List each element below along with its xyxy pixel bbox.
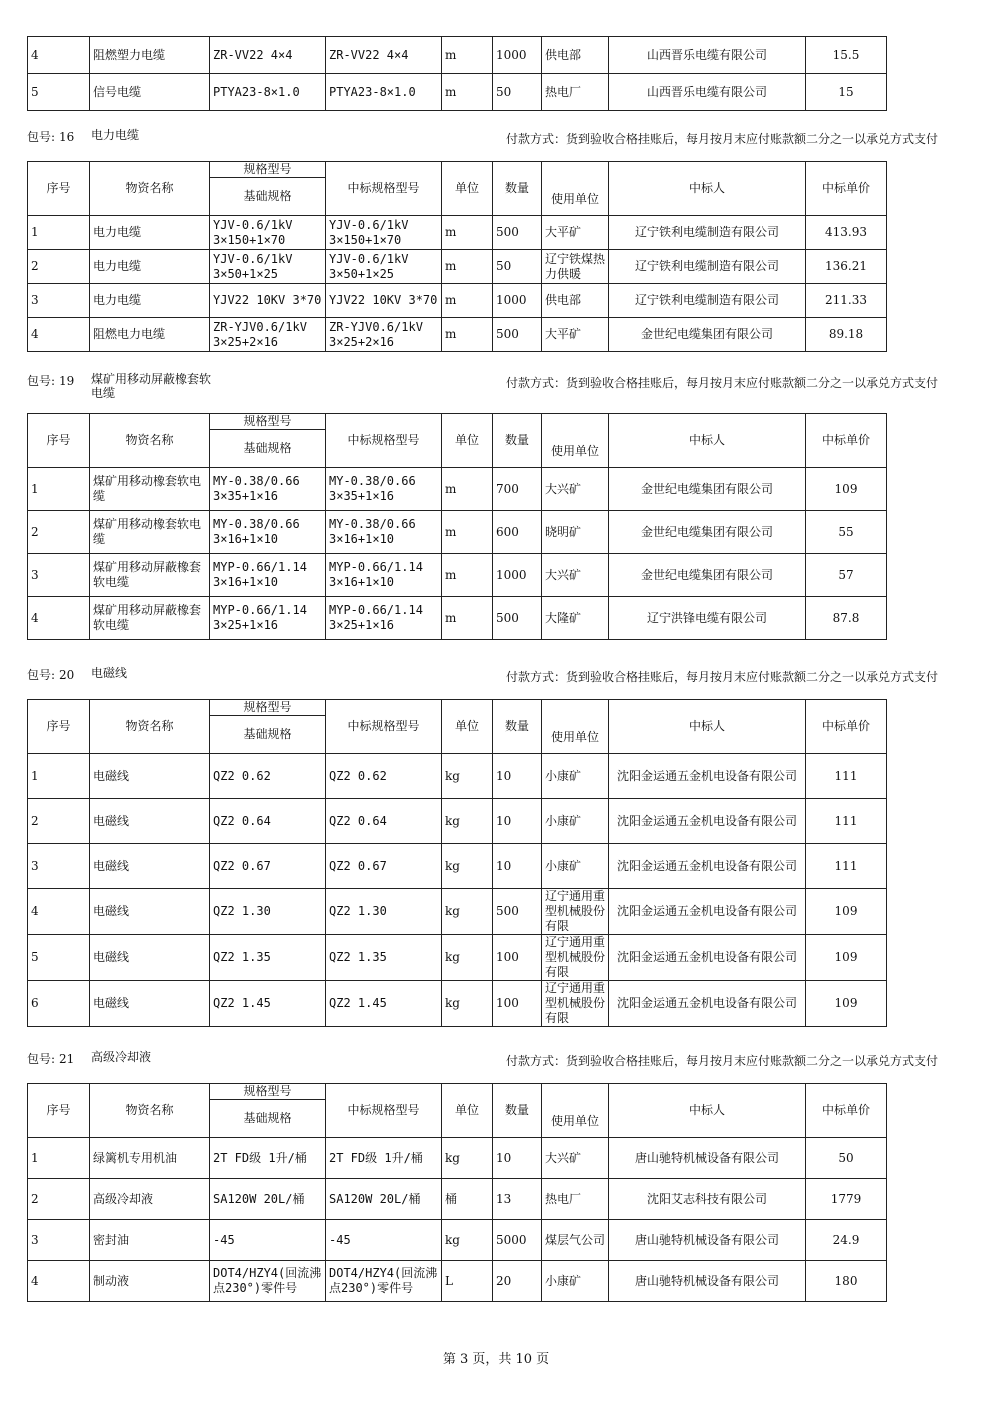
- header-qty: 数量: [493, 1084, 542, 1138]
- header-unit: 单位: [442, 700, 493, 754]
- cell-qty: 50: [493, 250, 542, 284]
- header-winner: 中标人: [609, 414, 806, 468]
- cell-bid-spec: DOT4/HZY4(回流沸点230°)零件号: [326, 1261, 442, 1302]
- package-label: 包号:: [27, 1052, 56, 1066]
- cell-name: 电磁线: [90, 981, 210, 1027]
- cell-price: 111: [806, 754, 887, 799]
- header-no: 序号: [28, 700, 90, 754]
- cell-user: 供电部: [542, 37, 609, 74]
- cell-price: 15: [806, 74, 887, 111]
- cell-qty: 10: [493, 1138, 542, 1179]
- header-no: 序号: [28, 1084, 90, 1138]
- page-footer: 第 3 页，共 10 页: [442, 1352, 550, 1367]
- cell-price: 87.8: [806, 597, 887, 640]
- header-qty: 数量: [493, 700, 542, 754]
- header-price: 中标单价: [806, 162, 887, 216]
- cell-no: 3: [28, 1220, 90, 1261]
- cell-winner: 唐山驰特机械设备有限公司: [609, 1261, 806, 1302]
- payment-terms: 付款方式：货到验收合格挂账后，每月按月末应付账款额二分之一以承兑方式支付: [505, 376, 938, 390]
- cell-no: 3: [28, 284, 90, 318]
- cell-name: 电磁线: [90, 754, 210, 799]
- cell-name: 绿篱机专用机油: [90, 1138, 210, 1179]
- cell-unit: m: [442, 37, 493, 74]
- header-bid-spec: 中标规格型号: [326, 162, 442, 216]
- cell-name: 信号电缆: [90, 74, 210, 111]
- cell-unit: m: [442, 250, 493, 284]
- payment-terms: 付款方式：货到验收合格挂账后，每月按月末应付账款额二分之一以承兑方式支付: [505, 1054, 938, 1068]
- cell-spec: MY-0.38/0.66 3×16+1×10: [210, 511, 326, 554]
- package-heading: [27, 372, 212, 400]
- cell-bid-spec: YJV-0.6/1kV 3×50+1×25: [326, 250, 442, 284]
- header-name: 物资名称: [90, 162, 210, 216]
- cell-price: 136.21: [806, 250, 887, 284]
- cell-no: 1: [28, 216, 90, 250]
- cell-spec: QZ2 0.62: [210, 754, 326, 799]
- cell-no: 5: [28, 935, 90, 981]
- cell-winner: 唐山驰特机械设备有限公司: [609, 1138, 806, 1179]
- table-row: [28, 74, 887, 111]
- cell-no: 2: [28, 799, 90, 844]
- header-winner: 中标人: [609, 1084, 806, 1138]
- cell-name: 制动液: [90, 1261, 210, 1302]
- cell-bid-spec: QZ2 1.30: [326, 889, 442, 935]
- cell-name: 电磁线: [90, 889, 210, 935]
- cell-qty: 500: [493, 889, 542, 935]
- cell-no: 4: [28, 318, 90, 352]
- cell-price: 180: [806, 1261, 887, 1302]
- cell-user: 供电部: [542, 284, 609, 318]
- header-winner: 中标人: [609, 700, 806, 754]
- cell-bid-spec: MY-0.38/0.66 3×35+1×16: [326, 468, 442, 511]
- package-label: 包号:: [27, 130, 56, 144]
- cell-user: 大隆矿: [542, 597, 609, 640]
- header-bid-spec: 中标规格型号: [326, 414, 442, 468]
- cell-no: 2: [28, 1179, 90, 1220]
- cell-unit: kg: [442, 935, 493, 981]
- cell-spec: DOT4/HZY4(回流沸点230°)零件号: [210, 1261, 326, 1302]
- cell-price: 15.5: [806, 37, 887, 74]
- cell-user: 大兴矿: [542, 554, 609, 597]
- cell-spec: PTYA23-8×1.0: [210, 74, 326, 111]
- header-bid-spec: 中标规格型号: [326, 700, 442, 754]
- package-name: 电磁线: [91, 666, 128, 680]
- cell-name: 电力电缆: [90, 284, 210, 318]
- header-spec: 基础规格: [210, 1100, 326, 1138]
- header-price: 中标单价: [806, 1084, 887, 1138]
- cell-qty: 1000: [493, 284, 542, 318]
- cell-bid-spec: QZ2 1.35: [326, 935, 442, 981]
- cell-winner: 辽宁洪锋电缆有限公司: [609, 597, 806, 640]
- header-row: [28, 700, 887, 716]
- header-qty: 数量: [493, 414, 542, 468]
- cell-name: 煤矿用移动橡套软电缆: [90, 511, 210, 554]
- cell-user: 大平矿: [542, 318, 609, 352]
- cell-name: 煤矿用移动橡套软电缆: [90, 468, 210, 511]
- cell-user: 热电厂: [542, 1179, 609, 1220]
- cell-price: 57: [806, 554, 887, 597]
- cell-bid-spec: YJV22 10KV 3*70: [326, 284, 442, 318]
- table-row: [28, 889, 887, 935]
- cell-spec: -45: [210, 1220, 326, 1261]
- cell-spec: 2T FD级 1升/桶: [210, 1138, 326, 1179]
- cell-unit: m: [442, 511, 493, 554]
- header-row: [28, 162, 887, 178]
- cell-name: 阻燃塑力电缆: [90, 37, 210, 74]
- cell-spec: MY-0.38/0.66 3×35+1×16: [210, 468, 326, 511]
- cell-price: 109: [806, 889, 887, 935]
- table-row: [28, 1261, 887, 1302]
- cell-unit: kg: [442, 981, 493, 1027]
- table-row: [28, 799, 887, 844]
- cell-user: 热电厂: [542, 74, 609, 111]
- table-row: [28, 844, 887, 889]
- header-spec-group: 规格型号: [210, 1084, 326, 1100]
- table-row: [28, 216, 887, 250]
- cell-qty: 13: [493, 1179, 542, 1220]
- cell-no: 2: [28, 511, 90, 554]
- cell-winner: 沈阳金运通五金机电设备有限公司: [609, 799, 806, 844]
- cell-qty: 600: [493, 511, 542, 554]
- table-row: [28, 511, 887, 554]
- header-qty: 数量: [493, 162, 542, 216]
- package-table: [27, 161, 887, 352]
- header-row: [28, 414, 887, 430]
- cell-unit: m: [442, 468, 493, 511]
- header-user: 使用单位: [542, 414, 609, 468]
- table-row: [28, 468, 887, 511]
- cell-spec: YJV-0.6/1kV 3×150+1×70: [210, 216, 326, 250]
- table-row: [28, 935, 887, 981]
- cell-name: 电力电缆: [90, 250, 210, 284]
- cell-qty: 100: [493, 981, 542, 1027]
- cell-unit: 桶: [442, 1179, 493, 1220]
- cell-price: 55: [806, 511, 887, 554]
- cell-no: 2: [28, 250, 90, 284]
- package-label: 包号:: [27, 668, 56, 682]
- table-row: [28, 1138, 887, 1179]
- header-unit: 单位: [442, 414, 493, 468]
- cell-name: 煤矿用移动屏蔽橡套软电缆: [90, 554, 210, 597]
- cell-user: 辽宁铁煤热力供暖: [542, 250, 609, 284]
- table-row: [28, 1179, 887, 1220]
- cell-qty: 50: [493, 74, 542, 111]
- cell-spec: QZ2 0.67: [210, 844, 326, 889]
- cell-unit: kg: [442, 1220, 493, 1261]
- package-heading: [27, 666, 128, 683]
- header-no: 序号: [28, 414, 90, 468]
- header-no: 序号: [28, 162, 90, 216]
- cell-user: 辽宁通用重型机械股份有限: [542, 935, 609, 981]
- cell-qty: 700: [493, 468, 542, 511]
- header-spec: 基础规格: [210, 430, 326, 468]
- cell-winner: 金世纪电缆集团有限公司: [609, 554, 806, 597]
- cell-unit: m: [442, 597, 493, 640]
- cell-spec: QZ2 1.35: [210, 935, 326, 981]
- cell-name: 电磁线: [90, 799, 210, 844]
- cell-no: 3: [28, 554, 90, 597]
- table-row: [28, 318, 887, 352]
- cell-winner: 沈阳金运通五金机电设备有限公司: [609, 981, 806, 1027]
- cell-price: 89.18: [806, 318, 887, 352]
- cell-bid-spec: QZ2 0.62: [326, 754, 442, 799]
- cell-name: 密封油: [90, 1220, 210, 1261]
- cell-user: 小康矿: [542, 844, 609, 889]
- cell-spec: MYP-0.66/1.14 3×16+1×10: [210, 554, 326, 597]
- cell-winner: 沈阳金运通五金机电设备有限公司: [609, 844, 806, 889]
- cell-spec: YJV-0.6/1kV 3×50+1×25: [210, 250, 326, 284]
- cell-bid-spec: MYP-0.66/1.14 3×25+1×16: [326, 597, 442, 640]
- cell-unit: L: [442, 1261, 493, 1302]
- table-row: [28, 597, 887, 640]
- cell-winner: 沈阳金运通五金机电设备有限公司: [609, 935, 806, 981]
- cell-no: 1: [28, 1138, 90, 1179]
- cell-name: 电磁线: [90, 844, 210, 889]
- package-table: [27, 1083, 887, 1302]
- cell-winner: 金世纪电缆集团有限公司: [609, 511, 806, 554]
- cell-no: 4: [28, 889, 90, 935]
- cell-unit: m: [442, 74, 493, 111]
- cell-spec: SA120W 20L/桶: [210, 1179, 326, 1220]
- cell-unit: m: [442, 284, 493, 318]
- cell-qty: 10: [493, 799, 542, 844]
- cell-unit: m: [442, 554, 493, 597]
- header-spec-group: 规格型号: [210, 414, 326, 430]
- cell-qty: 500: [493, 216, 542, 250]
- package-name: 电力电缆: [91, 128, 140, 142]
- cell-no: 6: [28, 981, 90, 1027]
- cell-qty: 5000: [493, 1220, 542, 1261]
- cell-unit: m: [442, 318, 493, 352]
- package-heading: [27, 1050, 152, 1067]
- cell-bid-spec: 2T FD级 1升/桶: [326, 1138, 442, 1179]
- cell-price: 24.9: [806, 1220, 887, 1261]
- cell-winner: 唐山驰特机械设备有限公司: [609, 1220, 806, 1261]
- cell-price: 50: [806, 1138, 887, 1179]
- header-price: 中标单价: [806, 414, 887, 468]
- cell-qty: 100: [493, 935, 542, 981]
- cell-unit: m: [442, 216, 493, 250]
- cell-user: 小康矿: [542, 799, 609, 844]
- header-user: 使用单位: [542, 162, 609, 216]
- table-row: [28, 554, 887, 597]
- cell-no: 4: [28, 1261, 90, 1302]
- cell-bid-spec: ZR-VV22 4×4: [326, 37, 442, 74]
- cell-price: 1779: [806, 1179, 887, 1220]
- cell-winner: 辽宁铁利电缆制造有限公司: [609, 216, 806, 250]
- package-number: 16: [59, 130, 75, 144]
- cell-price: 109: [806, 468, 887, 511]
- cell-name: 阻燃电力电缆: [90, 318, 210, 352]
- cell-spec: QZ2 1.30: [210, 889, 326, 935]
- header-name: 物资名称: [90, 1084, 210, 1138]
- cell-user: 煤层气公司: [542, 1220, 609, 1261]
- cell-no: 4: [28, 37, 90, 74]
- payment-terms: 付款方式：货到验收合格挂账后，每月按月末应付账款额二分之一以承兑方式支付: [505, 670, 938, 684]
- cell-unit: kg: [442, 754, 493, 799]
- cell-no: 1: [28, 754, 90, 799]
- header-price: 中标单价: [806, 700, 887, 754]
- package-label: 包号:: [27, 374, 56, 388]
- header-unit: 单位: [442, 162, 493, 216]
- cell-unit: kg: [442, 1138, 493, 1179]
- cell-bid-spec: QZ2 0.67: [326, 844, 442, 889]
- cell-bid-spec: QZ2 0.64: [326, 799, 442, 844]
- cell-qty: 10: [493, 844, 542, 889]
- package-number: 19: [59, 374, 75, 388]
- cell-winner: 金世纪电缆集团有限公司: [609, 318, 806, 352]
- table-row: [28, 981, 887, 1027]
- cell-qty: 1000: [493, 554, 542, 597]
- header-row: [28, 1084, 887, 1100]
- cell-spec: QZ2 1.45: [210, 981, 326, 1027]
- cell-name: 电磁线: [90, 935, 210, 981]
- cell-qty: 10: [493, 754, 542, 799]
- cell-spec: MYP-0.66/1.14 3×25+1×16: [210, 597, 326, 640]
- cell-spec: ZR-YJV0.6/1kV 3×25+2×16: [210, 318, 326, 352]
- cell-user: 辽宁通用重型机械股份有限: [542, 981, 609, 1027]
- cell-price: 111: [806, 844, 887, 889]
- cell-qty: 20: [493, 1261, 542, 1302]
- cell-spec: YJV22 10KV 3*70: [210, 284, 326, 318]
- header-spec: 基础规格: [210, 178, 326, 216]
- package-table: [27, 699, 887, 1027]
- table-row: [28, 754, 887, 799]
- cell-qty: 1000: [493, 37, 542, 74]
- package-table: [27, 413, 887, 640]
- cell-winner: 辽宁铁利电缆制造有限公司: [609, 250, 806, 284]
- package-heading: [27, 128, 140, 145]
- cell-price: 413.93: [806, 216, 887, 250]
- cell-winner: 金世纪电缆集团有限公司: [609, 468, 806, 511]
- package-number: 21: [59, 1052, 75, 1066]
- cell-name: 电力电缆: [90, 216, 210, 250]
- cell-spec: QZ2 0.64: [210, 799, 326, 844]
- header-spec-group: 规格型号: [210, 162, 326, 178]
- cell-price: 211.33: [806, 284, 887, 318]
- cell-price: 111: [806, 799, 887, 844]
- cell-no: 5: [28, 74, 90, 111]
- table-row: [28, 250, 887, 284]
- header-name: 物资名称: [90, 414, 210, 468]
- cell-bid-spec: ZR-YJV0.6/1kV 3×25+2×16: [326, 318, 442, 352]
- cell-user: 小康矿: [542, 754, 609, 799]
- cell-winner: 山西晋乐电缆有限公司: [609, 74, 806, 111]
- package-number: 20: [59, 668, 75, 682]
- cell-user: 辽宁通用重型机械股份有限: [542, 889, 609, 935]
- cell-user: 晓明矿: [542, 511, 609, 554]
- cell-name: 煤矿用移动屏蔽橡套软电缆: [90, 597, 210, 640]
- package-name: 高级冷却液: [91, 1050, 152, 1064]
- header-unit: 单位: [442, 1084, 493, 1138]
- header-name: 物资名称: [90, 700, 210, 754]
- cell-no: 3: [28, 844, 90, 889]
- header-spec-group: 规格型号: [210, 700, 326, 716]
- cell-bid-spec: MY-0.38/0.66 3×16+1×10: [326, 511, 442, 554]
- cell-qty: 500: [493, 318, 542, 352]
- cell-price: 109: [806, 935, 887, 981]
- cell-bid-spec: QZ2 1.45: [326, 981, 442, 1027]
- cell-winner: 辽宁铁利电缆制造有限公司: [609, 284, 806, 318]
- cell-bid-spec: -45: [326, 1220, 442, 1261]
- table-row: [28, 37, 887, 74]
- header-spec: 基础规格: [210, 716, 326, 754]
- table-row: [28, 1220, 887, 1261]
- cell-bid-spec: MYP-0.66/1.14 3×16+1×10: [326, 554, 442, 597]
- cell-user: 小康矿: [542, 1261, 609, 1302]
- header-user: 使用单位: [542, 700, 609, 754]
- payment-terms: 付款方式：货到验收合格挂账后，每月按月末应付账款额二分之一以承兑方式支付: [505, 132, 938, 146]
- cell-no: 4: [28, 597, 90, 640]
- cell-no: 1: [28, 468, 90, 511]
- header-bid-spec: 中标规格型号: [326, 1084, 442, 1138]
- continuation-table: [27, 36, 887, 111]
- cell-unit: kg: [442, 844, 493, 889]
- cell-winner: 沈阳金运通五金机电设备有限公司: [609, 889, 806, 935]
- cell-user: 大兴矿: [542, 1138, 609, 1179]
- cell-name: 高级冷却液: [90, 1179, 210, 1220]
- cell-winner: 山西晋乐电缆有限公司: [609, 37, 806, 74]
- cell-winner: 沈阳艾志科技有限公司: [609, 1179, 806, 1220]
- cell-bid-spec: PTYA23-8×1.0: [326, 74, 442, 111]
- table-row: [28, 284, 887, 318]
- cell-bid-spec: SA120W 20L/桶: [326, 1179, 442, 1220]
- cell-user: 大兴矿: [542, 468, 609, 511]
- cell-winner: 沈阳金运通五金机电设备有限公司: [609, 754, 806, 799]
- cell-bid-spec: YJV-0.6/1kV 3×150+1×70: [326, 216, 442, 250]
- cell-unit: kg: [442, 889, 493, 935]
- header-user: 使用单位: [542, 1084, 609, 1138]
- header-winner: 中标人: [609, 162, 806, 216]
- cell-user: 大平矿: [542, 216, 609, 250]
- package-name: 煤矿用移动屏蔽橡套软电缆: [91, 372, 212, 400]
- cell-price: 109: [806, 981, 887, 1027]
- cell-spec: ZR-VV22 4×4: [210, 37, 326, 74]
- cell-qty: 500: [493, 597, 542, 640]
- cell-unit: kg: [442, 799, 493, 844]
